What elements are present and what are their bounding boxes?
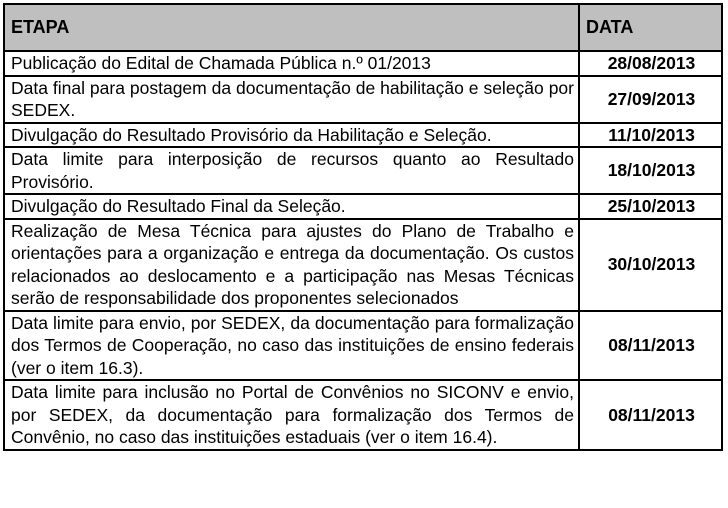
table-row xyxy=(4,311,722,381)
etapa-cell: Divulgação do Resultado Provisório da Habilitação e Seleção. xyxy=(4,123,579,148)
table-row xyxy=(4,194,722,219)
etapa-cell: Data limite para interposição de recursos quanto ao Resultado Provisório. xyxy=(4,147,579,194)
table-row xyxy=(4,76,722,123)
data-cell: 28/08/2013 xyxy=(579,51,722,76)
etapa-cell: Publicação do Edital de Chamada Pública n.º 01/2013 xyxy=(4,51,579,76)
table-row xyxy=(4,219,722,311)
data-cell: 08/11/2013 xyxy=(579,311,722,381)
etapa-cell: Data limite para envio, por SEDEX, da documentação para formalização dos Termos de Cooperação, no caso das instituições de ensino federais (ver o item 16.3). xyxy=(4,311,579,381)
etapa-cell: Realização de Mesa Técnica para ajustes do Plano de Trabalho e orientações para a organização e entrega da documentação. Os custos relacionados ao deslocamento e a participação nas Mesas Técnicas serão de responsabilidade dos proponentes selecionados xyxy=(4,219,579,311)
data-cell: 18/10/2013 xyxy=(579,147,722,194)
table-row xyxy=(4,380,722,450)
table-row xyxy=(4,51,722,76)
data-cell: 25/10/2013 xyxy=(579,194,722,219)
header-data: DATA xyxy=(579,4,722,51)
etapa-cell: Data final para postagem da documentação de habilitação e seleção por SEDEX. xyxy=(4,76,579,123)
table-row xyxy=(4,147,722,194)
data-cell: 27/09/2013 xyxy=(579,76,722,123)
data-cell: 08/11/2013 xyxy=(579,380,722,450)
schedule-table xyxy=(3,3,723,451)
data-cell: 30/10/2013 xyxy=(579,219,722,311)
data-cell: 11/10/2013 xyxy=(579,123,722,148)
table-row xyxy=(4,123,722,148)
etapa-cell: Data limite para inclusão no Portal de Convênios no SICONV e envio, por SEDEX, da documentação para formalização dos Termos de Convênio, no caso das instituições estaduais (ver o item 16.4). xyxy=(4,380,579,450)
header-row xyxy=(4,4,722,51)
header-etapa: ETAPA xyxy=(4,4,579,51)
etapa-cell: Divulgação do Resultado Final da Seleção. xyxy=(4,194,579,219)
